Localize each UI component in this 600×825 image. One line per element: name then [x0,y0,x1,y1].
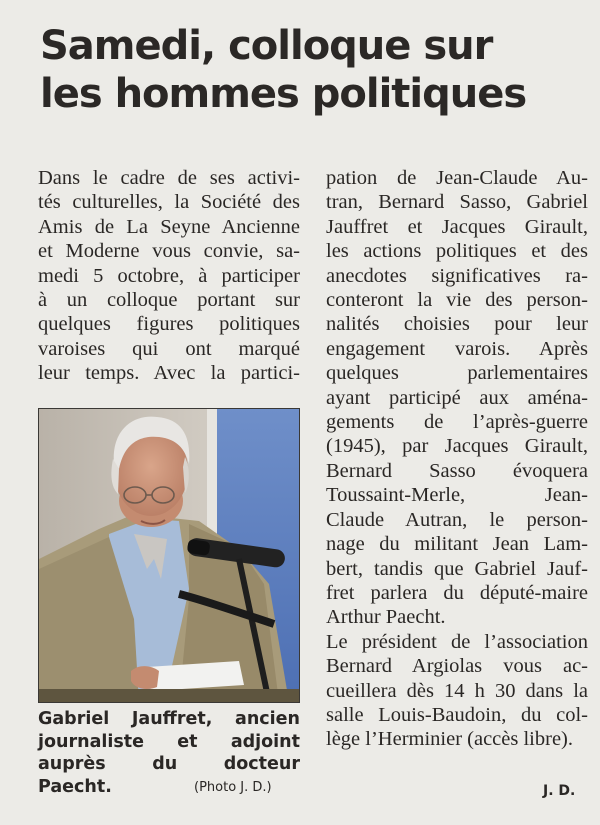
photo-credit: (Photo J. D.) [194,780,272,795]
body-line: nage du militant Jean Lam- [326,533,588,556]
body-line: quelques parlementaires [326,362,588,385]
body-line: quelques figures politiques [38,313,300,336]
left-column [38,166,300,386]
body-line: Bernard Argiolas vous ac- [326,655,588,678]
body-line: bert, tandis que Gabriel Jauf- [326,557,588,580]
body-line: et Moderne vous convie, sa- [38,240,300,263]
body-line: pation de Jean-Claude Au- [326,167,588,189]
body-line: anecdotes significatives ra- [326,264,588,287]
body-line: fret parlera du député-maire [326,581,588,604]
body-line: ayant participé aux aména- [326,386,588,409]
body-line: à un colloque portant sur [38,289,300,312]
body-line: Dans le cadre de ses activi- [38,167,300,189]
headline-line-2: les hommes politiques [40,71,527,117]
body-line: salle Louis-Baudoin, du col- [326,703,588,726]
body-line: (1945), par Jacques Girault, [326,435,588,458]
body-line: lège l’Herminier (accès libre). [326,728,574,751]
headline-line-1: Samedi, colloque sur [40,23,493,69]
body-line: Le président de l’association [326,630,588,653]
body-line: Jauffret et Jacques Girault, [326,215,588,238]
body-line: varoises qui ont marqué [38,337,300,360]
caption-line: journaliste et adjoint [38,731,300,752]
caption-line: auprès du docteur [38,754,300,774]
body-line: gements de l’après-guerre [326,411,588,434]
body-line: Bernard Sasso évoquera [326,459,588,482]
headline [40,22,580,118]
body-line: Amis de La Seyne Ancienne [38,215,300,238]
body-line: Toussaint-Merle, Jean- [326,484,588,507]
body-line: medi 5 octobre, à participer [38,264,300,287]
body-line: Claude Autran, le person- [326,508,588,531]
body-line: les actions politiques et des [326,240,588,263]
body-line: engagement varois. Après [326,337,588,360]
body-line: conteront la vie des person- [326,289,588,312]
body-line: cueillera dès 14 h 30 dans la [326,679,588,702]
body-line: tran, Bernard Sasso, Gabriel [326,191,588,214]
photo-of-speaker [39,409,299,702]
body-line: Arthur Paecht. [326,606,446,629]
right-column [326,166,588,752]
body-line: tés culturelles, la Société des [38,191,300,214]
author-signature: J. D. [543,783,576,799]
caption-line: Gabriel Jauffret, ancien [38,709,300,729]
body-line: leur temps. Avec la partici- [38,362,300,385]
article-photo [38,408,300,703]
caption-line: Paecht. [38,776,112,797]
body-line: nalités choisies pour leur [326,313,588,336]
